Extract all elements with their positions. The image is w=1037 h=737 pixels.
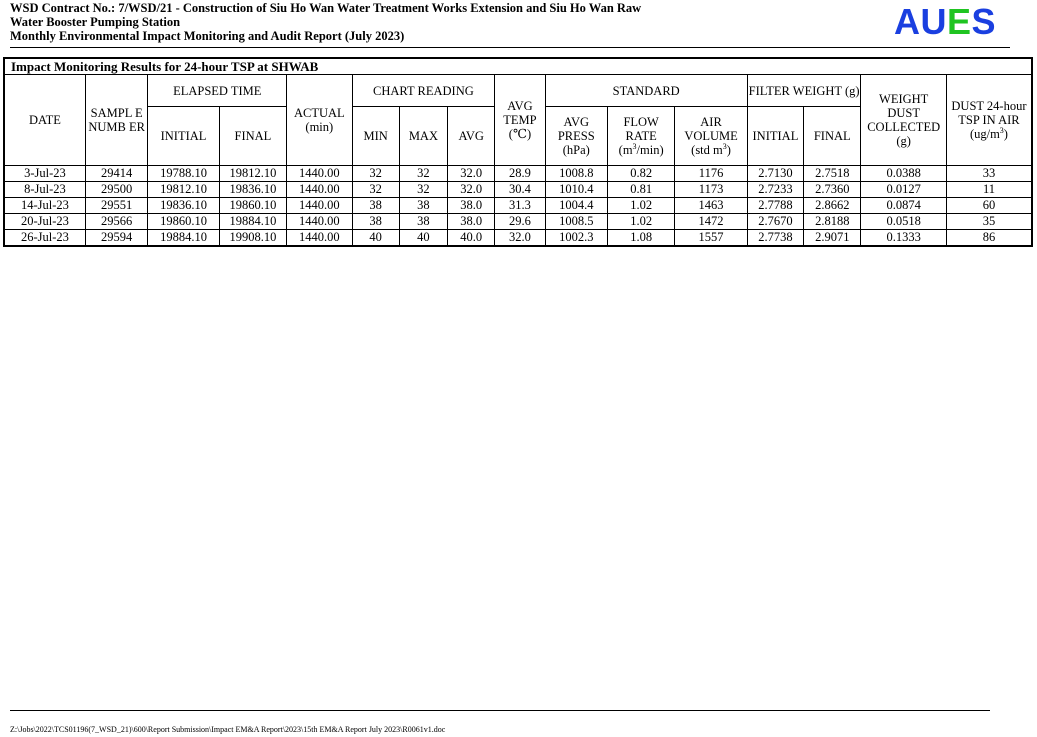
- table-cell: 0.0518: [861, 214, 947, 230]
- table-title: Impact Monitoring Results for 24-hour TSP at SHWAB: [5, 59, 1031, 75]
- header-elapsed-time: ELAPSED TIME: [148, 75, 287, 107]
- header-filter-final: FINAL: [804, 107, 861, 166]
- header-line-3: Monthly Environmental Impact Monitoring and Audit Report (July 2023): [10, 29, 405, 43]
- table-cell: 19788.10: [148, 166, 219, 182]
- header-chart-reading: CHART READING: [352, 75, 495, 107]
- table-cell: 2.9071: [804, 230, 861, 246]
- table-cell: 38.0: [448, 214, 495, 230]
- table-cell: 2.7738: [747, 230, 803, 246]
- table-cell: 1440.00: [287, 182, 352, 198]
- table-cell: 8-Jul-23: [5, 182, 85, 198]
- table-cell: 1557: [675, 230, 747, 246]
- table-cell: 3-Jul-23: [5, 166, 85, 182]
- table-cell: 2.7233: [747, 182, 803, 198]
- header-filter-weight: FILTER WEIGHT (g): [747, 75, 861, 107]
- table-cell: 1440.00: [287, 230, 352, 246]
- table-cell: 2.8662: [804, 198, 861, 214]
- table-cell: 1008.8: [545, 166, 607, 182]
- table-cell: 2.7130: [747, 166, 803, 182]
- header-actual: ACTUAL (min): [287, 75, 352, 166]
- header-sample-number: SAMPL E NUMB ER: [85, 75, 147, 166]
- table-cell: 35: [946, 214, 1031, 230]
- header-chart-min: MIN: [352, 107, 399, 166]
- table-cell: 29.6: [495, 214, 545, 230]
- table-cell: 11: [946, 182, 1031, 198]
- table-cell: 19860.10: [219, 198, 286, 214]
- table-row: [5, 198, 1031, 214]
- table-row: [5, 182, 1031, 198]
- table-cell: 86: [946, 230, 1031, 246]
- table-cell: 1004.4: [545, 198, 607, 214]
- table-cell: 40.0: [448, 230, 495, 246]
- table-row: [5, 214, 1031, 230]
- table-cell: 38: [399, 198, 447, 214]
- table-cell: 32: [399, 166, 447, 182]
- table-cell: 1.02: [607, 214, 674, 230]
- table-cell: 2.7360: [804, 182, 861, 198]
- table-cell: 19836.10: [219, 182, 286, 198]
- table-cell: 2.7788: [747, 198, 803, 214]
- table-cell: 32: [352, 182, 399, 198]
- tsp-results-table: [5, 75, 1031, 245]
- table-cell: 19860.10: [148, 214, 219, 230]
- header-line-2: Water Booster Pumping Station: [10, 15, 181, 29]
- aues-logo: AUES: [894, 1, 997, 42]
- table-cell: 0.82: [607, 166, 674, 182]
- table-cell: 1002.3: [545, 230, 607, 246]
- table-cell: 38: [352, 198, 399, 214]
- table-cell: 1472: [675, 214, 747, 230]
- table-cell: 19908.10: [219, 230, 286, 246]
- table-cell: 1.02: [607, 198, 674, 214]
- table-cell: 30.4: [495, 182, 545, 198]
- footer-file-path: Z:\Jobs\2022\TCS01196(7_WSD_21)\600\Report Submission\Impact EM&A Report\2023\15th EM&A Report July 2023\R0061v1.doc: [10, 725, 446, 734]
- table-cell: 26-Jul-23: [5, 230, 85, 246]
- table-cell: 29414: [85, 166, 147, 182]
- table-cell: 1173: [675, 182, 747, 198]
- header-chart-avg: AVG: [448, 107, 495, 166]
- table-cell: 19812.10: [219, 166, 286, 182]
- table-cell: 32.0: [448, 166, 495, 182]
- table-cell: 1008.5: [545, 214, 607, 230]
- header-flow-rate: FLOW RATE $(m^3/\min)$: [607, 107, 674, 166]
- table-cell: 2.8188: [804, 214, 861, 230]
- table-cell: 14-Jul-23: [5, 198, 85, 214]
- table-cell: 32: [399, 182, 447, 198]
- header-filter-initial: INITIAL: [747, 107, 803, 166]
- table-cell: 28.9: [495, 166, 545, 182]
- header-line-1: WSD Contract No.: 7/WSD/21 - Construction of Siu Ho Wan Water Treatment Works Extension and Siu Ho Wan Raw: [10, 1, 642, 15]
- table-cell: 38: [399, 214, 447, 230]
- table-row: [5, 230, 1031, 246]
- header-weight-dust: WEIGHT DUST COLLECTED (g): [861, 75, 947, 166]
- table-cell: 32.0: [448, 182, 495, 198]
- table-cell: 1.08: [607, 230, 674, 246]
- header-elapsed-final: FINAL: [219, 107, 286, 166]
- table-cell: 1176: [675, 166, 747, 182]
- table-cell: 60: [946, 198, 1031, 214]
- table-cell: 0.0874: [861, 198, 947, 214]
- table-cell: 33: [946, 166, 1031, 182]
- table-cell: 2.7670: [747, 214, 803, 230]
- table-cell: 32.0: [495, 230, 545, 246]
- table-cell: 1440.00: [287, 214, 352, 230]
- table-cell: 2.7518: [804, 166, 861, 182]
- table-cell: 40: [352, 230, 399, 246]
- footer-divider: [10, 710, 990, 711]
- header-elapsed-initial: INITIAL: [148, 107, 219, 166]
- table-cell: 0.1333: [861, 230, 947, 246]
- table-cell: 0.0388: [861, 166, 947, 182]
- header-air-volume: AIR VOLUME (std $m^3$): [675, 107, 747, 166]
- tsp-results-table-box: [3, 57, 1033, 247]
- header-avg-temp: AVG TEMP (℃): [495, 75, 545, 166]
- table-cell: 32: [352, 166, 399, 182]
- header-divider: [10, 47, 1010, 48]
- table-cell: 1463: [675, 198, 747, 214]
- table-cell: 1440.00: [287, 166, 352, 182]
- table-cell: 0.0127: [861, 182, 947, 198]
- header-standard: STANDARD: [545, 75, 747, 107]
- table-cell: 29500: [85, 182, 147, 198]
- header-chart-max: MAX: [399, 107, 447, 166]
- table-cell: 31.3: [495, 198, 545, 214]
- table-cell: 19836.10: [148, 198, 219, 214]
- table-cell: 19884.10: [148, 230, 219, 246]
- table-cell: 1440.00: [287, 198, 352, 214]
- table-cell: 29594: [85, 230, 147, 246]
- table-cell: 29566: [85, 214, 147, 230]
- table-cell: 38: [352, 214, 399, 230]
- table-cell: 29551: [85, 198, 147, 214]
- table-cell: 1010.4: [545, 182, 607, 198]
- table-row: [5, 166, 1031, 182]
- table-cell: 0.81: [607, 182, 674, 198]
- header-date: DATE: [5, 75, 85, 166]
- table-cell: 20-Jul-23: [5, 214, 85, 230]
- header-avg-press: AVG PRESS (hPa): [545, 107, 607, 166]
- table-cell: 19884.10: [219, 214, 286, 230]
- table-cell: 19812.10: [148, 182, 219, 198]
- table-cell: 38.0: [448, 198, 495, 214]
- document-header: [10, 1, 770, 43]
- header-dust-tsp: DUST 24-hour TSP IN AIR $(ug/m^3)$: [946, 75, 1031, 166]
- table-cell: 40: [399, 230, 447, 246]
